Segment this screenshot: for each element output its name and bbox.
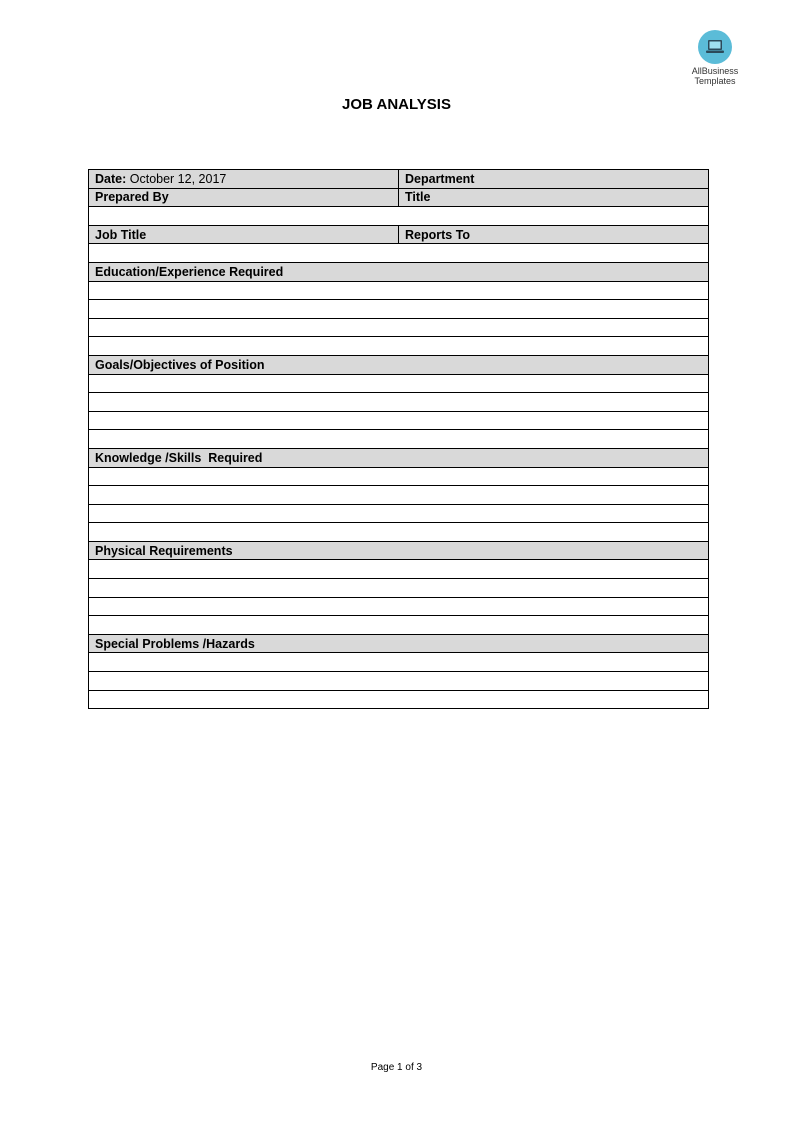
blank-row bbox=[89, 393, 709, 412]
blank-cell[interactable] bbox=[89, 616, 709, 635]
prepared-by-label: Prepared By bbox=[89, 188, 399, 207]
blank-cell[interactable] bbox=[89, 318, 709, 337]
date-department-row bbox=[89, 170, 709, 189]
logo bbox=[680, 30, 750, 86]
blank-row bbox=[89, 430, 709, 449]
blank-cell[interactable] bbox=[89, 597, 709, 616]
blank-cell[interactable] bbox=[89, 579, 709, 598]
page-number: Page 1 of 3 bbox=[370, 1062, 423, 1073]
blank-row bbox=[89, 281, 709, 300]
blank-row bbox=[89, 244, 709, 263]
job-analysis-form bbox=[88, 169, 709, 709]
blank-cell[interactable] bbox=[89, 653, 709, 672]
blank-cell[interactable] bbox=[89, 690, 709, 709]
section-goals bbox=[89, 355, 709, 374]
blank-row bbox=[89, 467, 709, 486]
blank-cell[interactable] bbox=[89, 672, 709, 691]
blank-row bbox=[89, 411, 709, 430]
logo-line-1: AllBusiness bbox=[691, 66, 739, 76]
blank-cell[interactable] bbox=[89, 281, 709, 300]
prepared-title-row bbox=[89, 188, 709, 207]
date-value: October 12, 2017 bbox=[129, 171, 227, 186]
blank-row bbox=[89, 337, 709, 356]
section-physical bbox=[89, 541, 709, 560]
job-title-label: Job Title bbox=[89, 225, 399, 244]
blank-cell[interactable] bbox=[89, 337, 709, 356]
blank-row bbox=[89, 672, 709, 691]
jobtitle-reports-row bbox=[89, 225, 709, 244]
section-hazards bbox=[89, 634, 709, 653]
section-knowledge bbox=[89, 448, 709, 467]
logo-line-2: Templates bbox=[694, 76, 736, 86]
blank-row bbox=[89, 523, 709, 542]
blank-row bbox=[89, 616, 709, 635]
blank-cell[interactable] bbox=[89, 411, 709, 430]
title-label: Title bbox=[399, 188, 709, 207]
blank-cell[interactable] bbox=[89, 207, 709, 226]
blank-row bbox=[89, 690, 709, 709]
blank-cell[interactable] bbox=[89, 504, 709, 523]
section-education bbox=[89, 262, 709, 281]
section-header-physical: Physical Requirements bbox=[89, 541, 709, 560]
section-header-goals: Goals/Objectives of Position bbox=[89, 355, 709, 374]
blank-row bbox=[89, 207, 709, 226]
blank-row bbox=[89, 300, 709, 319]
department-label: Department bbox=[399, 170, 709, 189]
blank-row bbox=[89, 653, 709, 672]
blank-cell[interactable] bbox=[89, 393, 709, 412]
blank-row bbox=[89, 318, 709, 337]
section-header-knowledge: Knowledge /Skills Required bbox=[89, 448, 709, 467]
laptop-icon bbox=[698, 30, 732, 64]
reports-to-label: Reports To bbox=[399, 225, 709, 244]
blank-cell[interactable] bbox=[89, 374, 709, 393]
logo-text bbox=[680, 66, 750, 86]
blank-cell[interactable] bbox=[89, 467, 709, 486]
date-label: Date: bbox=[95, 171, 127, 186]
document-title: JOB ANALYSIS bbox=[342, 96, 451, 113]
blank-row bbox=[89, 597, 709, 616]
date-cell bbox=[89, 170, 399, 189]
blank-cell[interactable] bbox=[89, 486, 709, 505]
section-header-education: Education/Experience Required bbox=[89, 262, 709, 281]
blank-cell[interactable] bbox=[89, 244, 709, 263]
blank-row bbox=[89, 560, 709, 579]
blank-cell[interactable] bbox=[89, 300, 709, 319]
blank-row bbox=[89, 486, 709, 505]
section-header-hazards: Special Problems /Hazards bbox=[89, 634, 709, 653]
blank-row bbox=[89, 374, 709, 393]
blank-cell[interactable] bbox=[89, 430, 709, 449]
blank-cell[interactable] bbox=[89, 523, 709, 542]
blank-row bbox=[89, 504, 709, 523]
blank-cell[interactable] bbox=[89, 560, 709, 579]
blank-row bbox=[89, 579, 709, 598]
